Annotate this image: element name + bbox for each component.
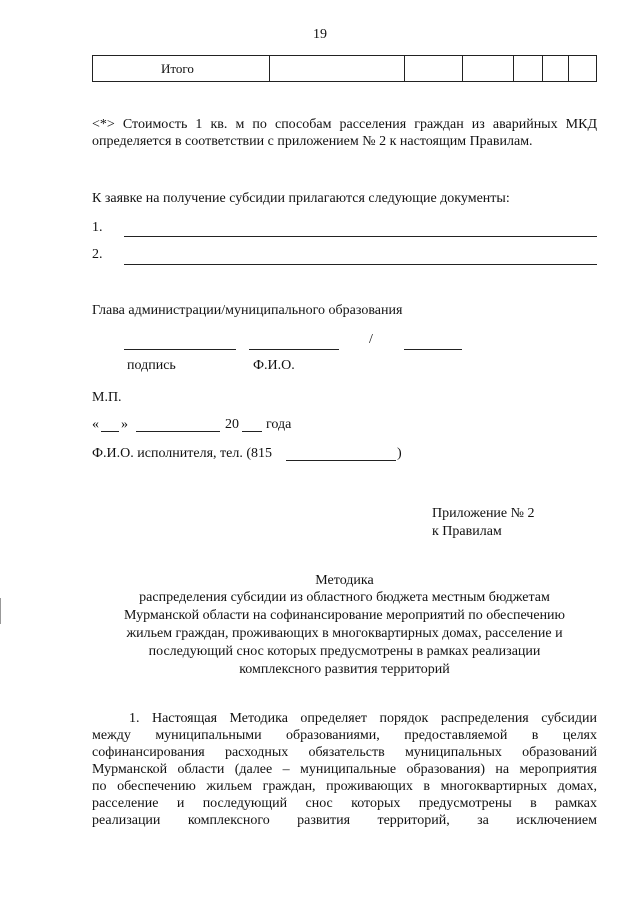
signature-label: подпись xyxy=(127,358,176,373)
method-subtitle-line: Мурманской области на софинансирование мероприятий по обеспечению xyxy=(123,608,566,623)
appendix-line-1: Приложение № 2 xyxy=(432,506,535,521)
paragraph-line: между муниципальными образованиями, предоставляемой в целях xyxy=(92,728,597,743)
paragraph-line: Мурманской области (далее – муниципальные образования) на мероприятия xyxy=(92,762,597,777)
slash-separator: / xyxy=(369,332,373,347)
table-cell-divider xyxy=(568,56,569,81)
paragraph-line: 1. Настоящая Методика определяет порядок распределения субсидии xyxy=(129,711,597,726)
date-day-blank xyxy=(101,431,119,432)
table-cell-divider xyxy=(404,56,405,81)
paragraph-line: софинансирования расходных обязательств муниципальных образований xyxy=(92,745,597,760)
table-cell-divider xyxy=(542,56,543,81)
document-item-1-number: 1. xyxy=(92,220,103,235)
method-subtitle-line: распределения субсидии из областного бюджета местным бюджетам xyxy=(139,590,550,605)
document-item-2-number: 2. xyxy=(92,247,103,262)
margin-scan-mark xyxy=(0,598,1,624)
document-item-2-blank xyxy=(124,264,597,265)
executor-phone-blank xyxy=(286,460,396,461)
method-title: Методика xyxy=(315,573,374,588)
head-title: Глава администрации/муниципального образования xyxy=(92,303,403,318)
fio-blank xyxy=(249,349,339,350)
extra-blank xyxy=(404,349,462,350)
method-subtitle-line: последующий снос которых предусмотрены в рамках реализации xyxy=(148,644,541,659)
signature-blank xyxy=(124,349,236,350)
date-close-quote: » xyxy=(121,417,128,432)
date-year-blank xyxy=(242,431,262,432)
paragraph-line: расселение и последующий снос которых предусмотрены в рамках xyxy=(92,796,597,811)
note-line-1: <*> Стоимость 1 кв. м по способам расселения граждан из аварийных МКД xyxy=(92,117,597,132)
method-subtitle-line: жильем граждан, проживающих в многоквартирных домах, расселение и xyxy=(126,626,563,641)
date-suffix: года xyxy=(266,417,292,432)
table-cell-divider xyxy=(462,56,463,81)
appendix-line-2: к Правилам xyxy=(432,524,502,539)
table-cell-divider xyxy=(513,56,514,81)
paragraph-line: по обеспечению жильем граждан, проживающих в многоквартирных домах, xyxy=(92,779,597,794)
note-line-2: определяется в соответствии с приложением № 2 к настоящим Правилам. xyxy=(92,134,533,149)
method-subtitle-line: комплексного развития территорий xyxy=(239,662,450,677)
page-number: 19 xyxy=(313,27,327,42)
date-year-prefix: 20 xyxy=(225,417,239,432)
date-month-blank xyxy=(136,431,220,432)
paragraph-line: реализации комплексного развития территорий, за исключением xyxy=(92,813,597,828)
fio-label: Ф.И.О. xyxy=(253,358,295,373)
stamp-label: М.П. xyxy=(92,390,122,405)
table-cell-divider xyxy=(269,56,270,81)
date-open-quote: « xyxy=(92,417,99,432)
total-row-table xyxy=(92,55,597,82)
document-item-1-blank xyxy=(124,236,597,237)
executor-label: Ф.И.О. исполнителя, тел. (815 xyxy=(92,446,273,461)
executor-close-paren: ) xyxy=(397,446,402,461)
documents-intro: К заявке на получение субсидии прилагаются следующие документы: xyxy=(92,191,510,206)
total-label: Итого xyxy=(161,61,194,76)
